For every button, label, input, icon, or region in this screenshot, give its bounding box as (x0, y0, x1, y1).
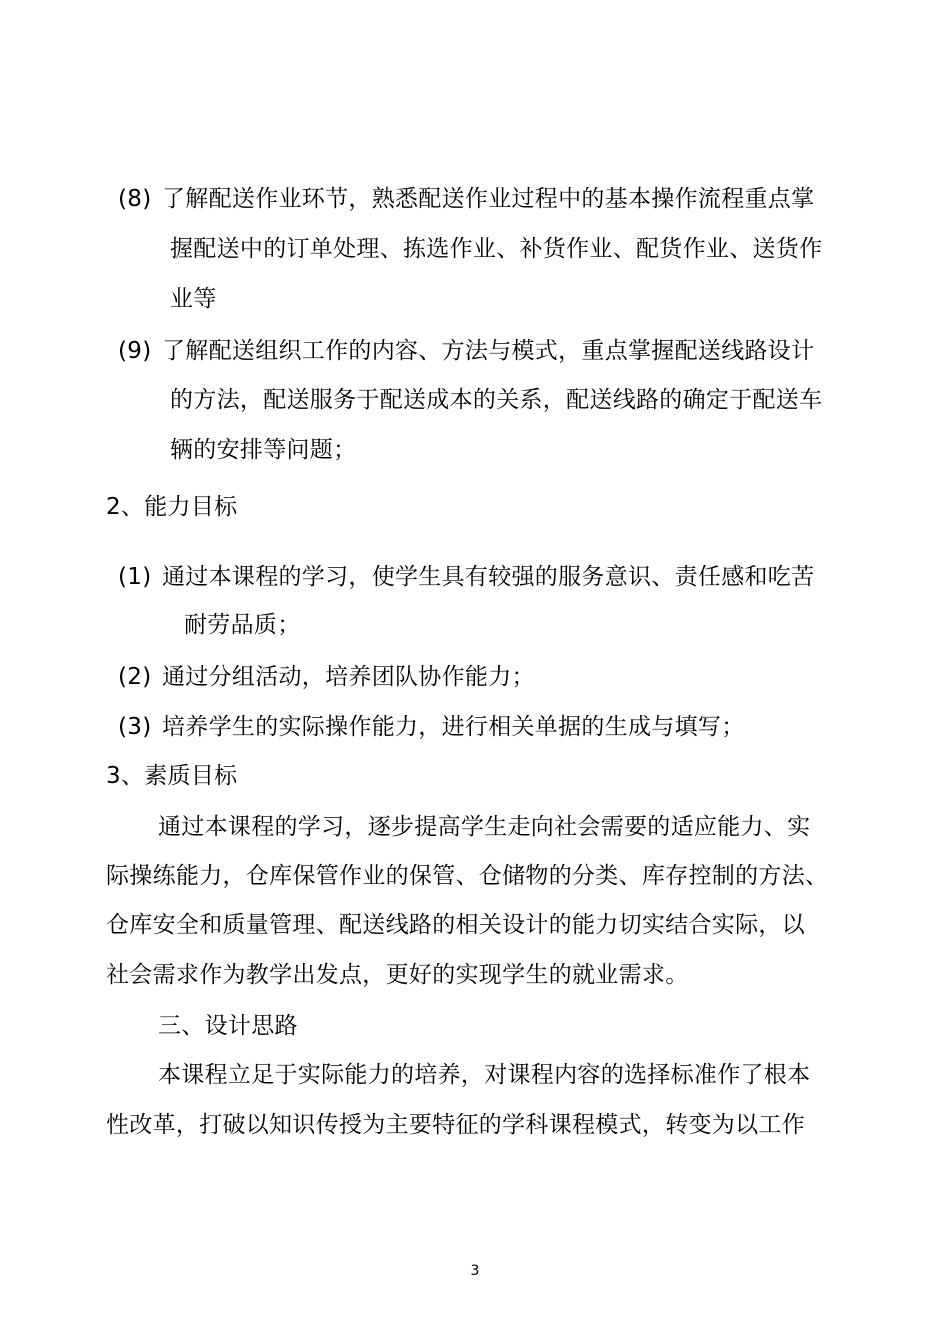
quality-line-1: 通过本课程的学习，逐步提高学生走向社会需要的适应能力、实 (158, 814, 811, 840)
quality-heading: 3、素质目标 (106, 763, 238, 789)
item-9-line-2: 的方法，配送服务于配送成本的关系，配送线路的确定于配送车 (170, 387, 823, 413)
ability-item-2-line-1: 通过分组活动，培养团队协作能力； (162, 664, 535, 690)
design-line-1: 本课程立足于实际能力的培养，对课程内容的选择标准作了根本 (158, 1062, 811, 1088)
item-8-line-1: 了解配送作业环节，熟悉配送作业过程中的基本操作流程重点掌 (162, 186, 815, 212)
ability-item-3-line-1: 培养学生的实际操作能力，进行相关单据的生成与填写； (162, 714, 745, 740)
quality-line-3: 仓库安全和质量管理、配送线路的相关设计的能力切实结合实际，以 (106, 912, 805, 938)
ability-item-3-label: (3) (118, 714, 152, 740)
item-9-label: (9) (118, 338, 152, 364)
ability-item-2-label: (2) (118, 664, 152, 690)
item-9-line-3: 辆的安排等问题； (170, 437, 357, 463)
quality-line-4: 社会需求作为教学出发点，更好的实现学生的就业需求。 (106, 962, 689, 988)
design-heading: 三、设计思路 (158, 1013, 298, 1039)
quality-line-2: 际操练能力，仓库保管作业的保管、仓储物的分类、库存控制的方法、 (106, 863, 829, 889)
item-9-line-1: 了解配送组织工作的内容、方法与模式，重点掌握配送线路设计 (162, 338, 815, 364)
ability-item-1-line-1: 通过本课程的学习，使学生具有较强的服务意识、责任感和吃苦 (162, 564, 815, 590)
item-8-label: (8) (118, 186, 152, 212)
item-8-line-2: 握配送中的订单处理、拣选作业、补货作业、配货作业、送货作 (170, 236, 823, 262)
design-line-2: 性改革，打破以知识传授为主要特征的学科课程模式，转变为以工作 (106, 1112, 805, 1138)
ability-item-1-label: (1) (118, 564, 152, 590)
item-8-line-3: 业等 (170, 286, 217, 312)
ability-heading: 2、能力目标 (106, 494, 238, 520)
page-number: 3 (470, 1263, 480, 1279)
ability-item-1-line-2: 耐劳品质； (184, 612, 301, 638)
